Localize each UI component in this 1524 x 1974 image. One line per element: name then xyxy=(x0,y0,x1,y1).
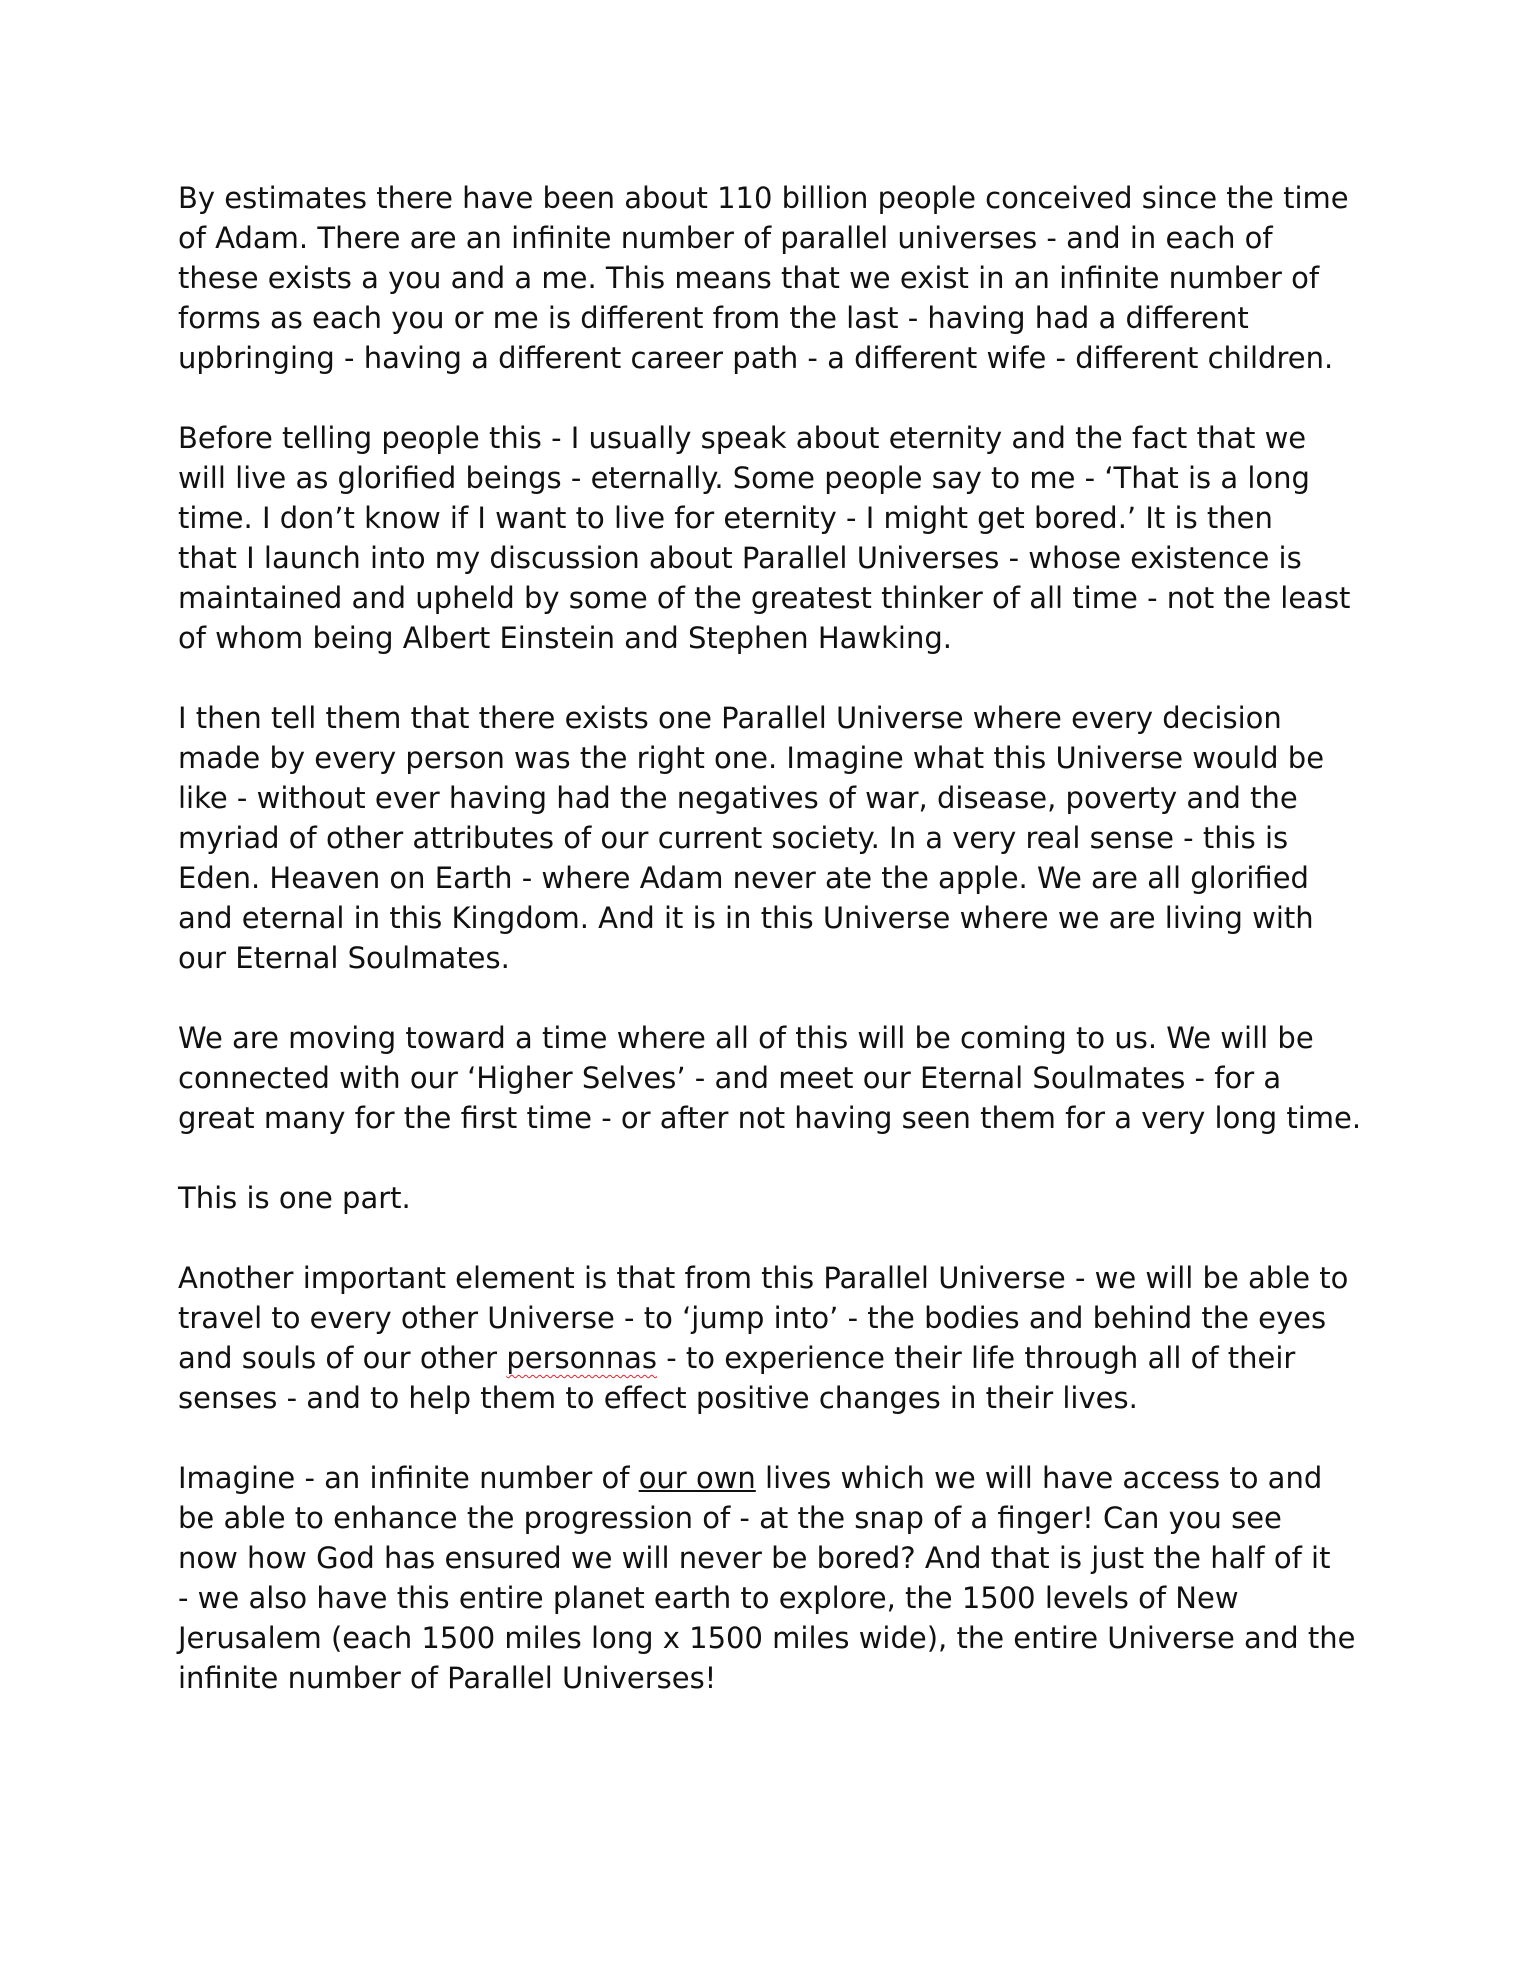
text-line: our Eternal Soulmates. xyxy=(178,941,510,975)
paragraph-imagine-own-lives xyxy=(178,1458,1358,1698)
text-line: upbringing - having a different career path - a different wife - different children. xyxy=(178,341,1334,375)
text-line: and eternal in this Kingdom. And it is in this Universe where we are living with xyxy=(178,901,1314,935)
paragraph-higher-selves xyxy=(178,1018,1362,1138)
text-line: I then tell them that there exists one Parallel Universe where every decision xyxy=(178,701,1282,735)
text-line: Another important element is that from this Parallel Universe - we will be able to xyxy=(178,1261,1349,1295)
text-line: senses - and to help them to effect positive changes in their lives. xyxy=(178,1381,1138,1415)
paragraph-parallel-universes-intro xyxy=(178,178,1358,378)
text-line: will live as glorified beings - eternally. Some people say to me - ‘That is a long xyxy=(178,461,1310,495)
text-line: made by every person was the right one. Imagine what this Universe would be xyxy=(178,741,1325,775)
text-line: connected with our ‘Higher Selves’ - and meet our Eternal Soulmates - for a xyxy=(178,1061,1282,1095)
underlined-phrase: our own xyxy=(638,1461,756,1495)
text-line: travel to every other Universe - to ‘jump into’ - the bodies and behind the eyes xyxy=(178,1301,1327,1335)
text-line: Before telling people this - I usually speak about eternity and the fact that we xyxy=(178,421,1307,455)
misspelled-word[interactable]: personnas xyxy=(506,1341,657,1375)
text-line-with-underline xyxy=(178,1458,1358,1498)
paragraph-right-decision-universe xyxy=(178,698,1358,978)
text-segment: - to experience their life through all of their xyxy=(656,1341,1296,1375)
paragraph-jump-into-personnas xyxy=(178,1258,1358,1418)
text-line: Eden. Heaven on Earth - where Adam never ate the apple. We are all glorified xyxy=(178,861,1309,895)
document-body xyxy=(178,178,1362,1738)
paragraph-one-part xyxy=(178,1178,1358,1218)
text-segment: lives which we will have access to and xyxy=(755,1461,1323,1495)
text-line: like - without ever having had the negatives of war, disease, poverty and the xyxy=(178,781,1298,815)
text-line: This is one part. xyxy=(178,1181,411,1215)
text-line: myriad of other attributes of our current society. In a very real sense - this is xyxy=(178,821,1289,855)
text-line: these exists a you and a me. This means that we exist in an infinite number of xyxy=(178,261,1320,295)
text-line: Jerusalem (each 1500 miles long x 1500 miles wide), the entire Universe and the xyxy=(178,1621,1356,1655)
text-segment: Imagine - an infinite number of xyxy=(178,1461,639,1495)
text-line: forms as each you or me is different from the last - having had a different xyxy=(178,301,1249,335)
text-line: infinite number of Parallel Universes! xyxy=(178,1661,717,1695)
text-line: great many for the first time - or after not having seen them for a very long time. xyxy=(178,1101,1362,1135)
paragraph-eternity xyxy=(178,418,1358,658)
text-line-with-spelling-flag xyxy=(178,1338,1358,1378)
text-line: maintained and upheld by some of the greatest thinker of all time - not the least xyxy=(178,581,1351,615)
text-line: that I launch into my discussion about Parallel Universes - whose existence is xyxy=(178,541,1302,575)
text-line: - we also have this entire planet earth to explore, the 1500 levels of New xyxy=(178,1581,1239,1615)
text-line: We are moving toward a time where all of this will be coming to us. We will be xyxy=(178,1021,1314,1055)
text-line: of Adam. There are an infinite number of parallel universes - and in each of xyxy=(178,221,1273,255)
text-line: of whom being Albert Einstein and Stephen Hawking. xyxy=(178,621,952,655)
text-line: be able to enhance the progression of - at the snap of a finger! Can you see xyxy=(178,1501,1282,1535)
text-line: time. I don’t know if I want to live for eternity - I might get bored.’ It is then xyxy=(178,501,1273,535)
text-line: now how God has ensured we will never be bored? And that is just the half of it xyxy=(178,1541,1331,1575)
text-line: By estimates there have been about 110 billion people conceived since the time xyxy=(178,181,1349,215)
text-segment: and souls of our other xyxy=(178,1341,507,1375)
